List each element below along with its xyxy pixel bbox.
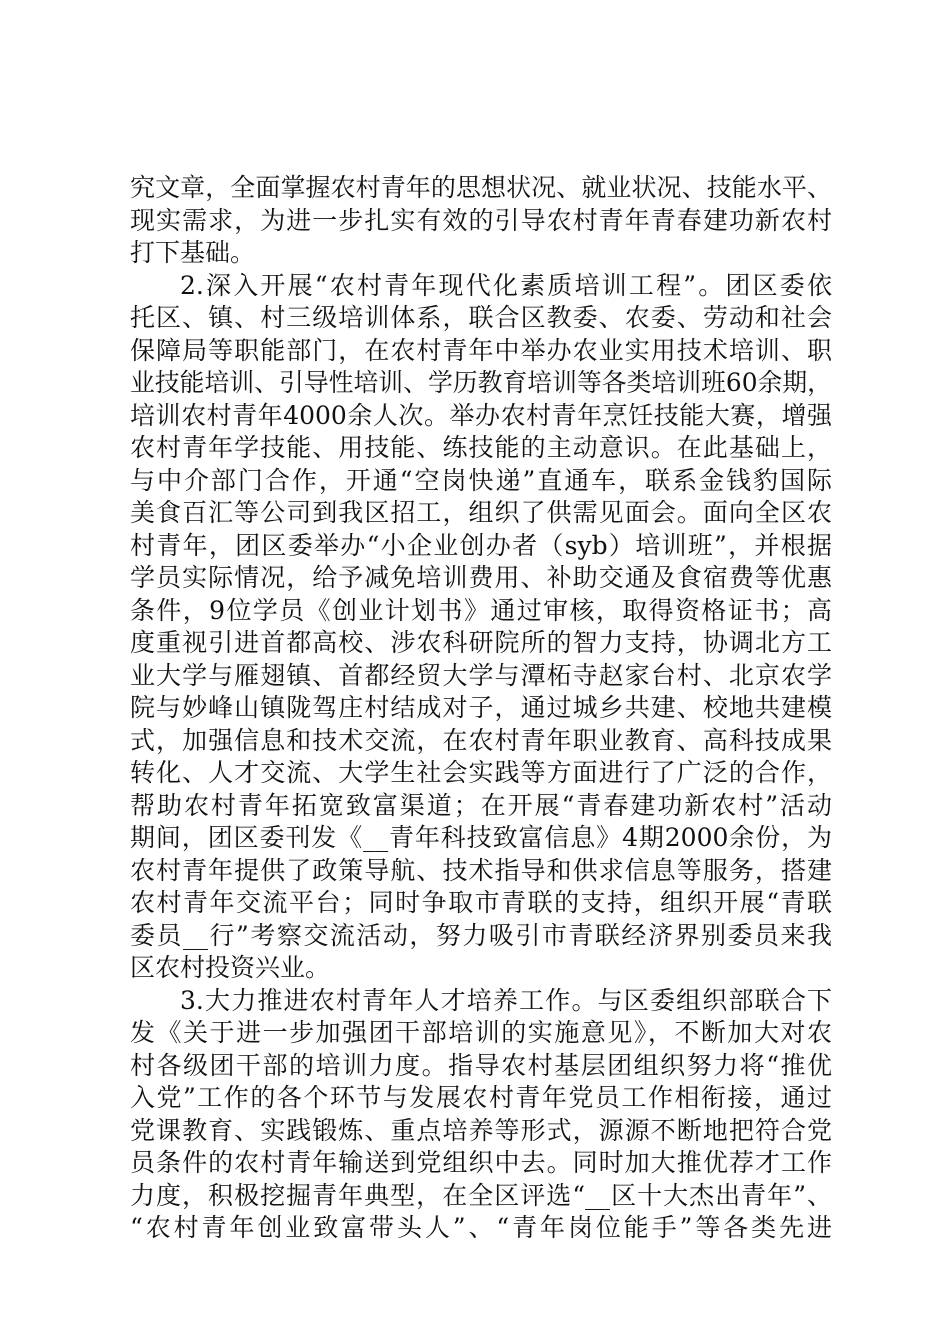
body-text	[130, 172, 832, 1245]
text-line: 学员实际情况，给予减免培训费用、补助交通及食宿费等优惠	[130, 563, 832, 592]
text-line: 度重视引进首都高校、涉农科研院所的智力支持，协调北方工	[130, 628, 832, 657]
text-line: 现实需求，为进一步扎实有效的引导农村青年青春建功新农村	[130, 205, 832, 235]
text-line: 转化、人才交流、大学生社会实践等方面进行了广泛的合作，	[130, 758, 832, 787]
text-line: 员条件的农村青年输送到党组织中去。同时加大推优荐才工作	[130, 1148, 832, 1177]
text-line: “农村青年创业致富带头人”、“青年岗位能手”等各类先进	[130, 1213, 832, 1242]
text-line: 与中介部门合作，开通“空岗快递”直通车，联系金钱豹国际	[130, 465, 832, 495]
text-line: 院与妙峰山镇陇驾庄村结成对子，通过城乡共建、校地共建模	[130, 693, 832, 722]
text-line: 业大学与雁翅镇、首都经贸大学与潭柘寺赵家台村、北京农学	[130, 660, 832, 690]
section-heading-line: 2.深入开展“农村青年现代化素质培训工程”。团区委依	[180, 270, 832, 300]
text-line: 帮助农村青年拓宽致富渠道；在开展“青春建功新农村”活动	[130, 790, 832, 820]
text-line: 托区、镇、村三级培训体系，联合区教委、农委、劳动和社会	[130, 303, 832, 332]
text-line: 农村青年提供了政策导航、技术指导和供求信息等服务，搭建	[130, 855, 832, 885]
text-line: 打下基础。	[130, 238, 256, 267]
text-line: 党课教育、实践锻炼、重点培养等形式，源源不断地把符合党	[130, 1115, 832, 1145]
text-line: 培训农村青年4000余人次。举办农村青年烹饪技能大赛，增强	[130, 400, 832, 430]
text-line: 村青年，团区委举办“小企业创办者（syb）培训班”，并根据	[130, 530, 832, 560]
text-line: 期间，团区委刊发《__青年科技致富信息》4期2000余份，为	[130, 823, 832, 852]
text-line: 委员__行”考察交流活动，努力吸引市青联经济界别委员来我	[130, 920, 832, 950]
text-line: 究文章，全面掌握农村青年的思想状况、就业状况、技能水平、	[130, 173, 832, 202]
text-line: 发《关于进一步加强团干部培训的实施意见》，不断加大对农	[130, 1018, 832, 1047]
text-line: 农村青年交流平台；同时争取市青联的支持，组织开展“青联	[130, 888, 832, 917]
section-heading-line: 3.大力推进农村青年人才培养工作。与区委组织部联合下	[180, 985, 832, 1015]
text-line: 业技能培训、引导性培训、学历教育培训等各类培训班60余期，	[130, 368, 832, 397]
text-line: 入党”工作的各个环节与发展农村青年党员工作相衔接，通过	[130, 1083, 832, 1112]
text-line: 区农村投资兴业。	[130, 953, 331, 982]
text-line: 美食百汇等公司到我区招工，组织了供需见面会。面向全区农	[130, 498, 832, 527]
text-line: 村各级团干部的培训力度。指导农村基层团组织努力将“推优	[130, 1050, 832, 1080]
text-line: 式，加强信息和技术交流，在农村青年职业教育、高科技成果	[130, 725, 832, 755]
text-line: 农村青年学技能、用技能、练技能的主动意识。在此基础上，	[130, 433, 832, 462]
text-line: 条件，9位学员《创业计划书》通过审核，取得资格证书；高	[130, 595, 832, 625]
text-line: 力度，积极挖掘青年典型，在全区评选“__区十大杰出青年”、	[130, 1180, 832, 1210]
text-line: 保障局等职能部门，在农村青年中举办农业实用技术培训、职	[130, 335, 832, 365]
